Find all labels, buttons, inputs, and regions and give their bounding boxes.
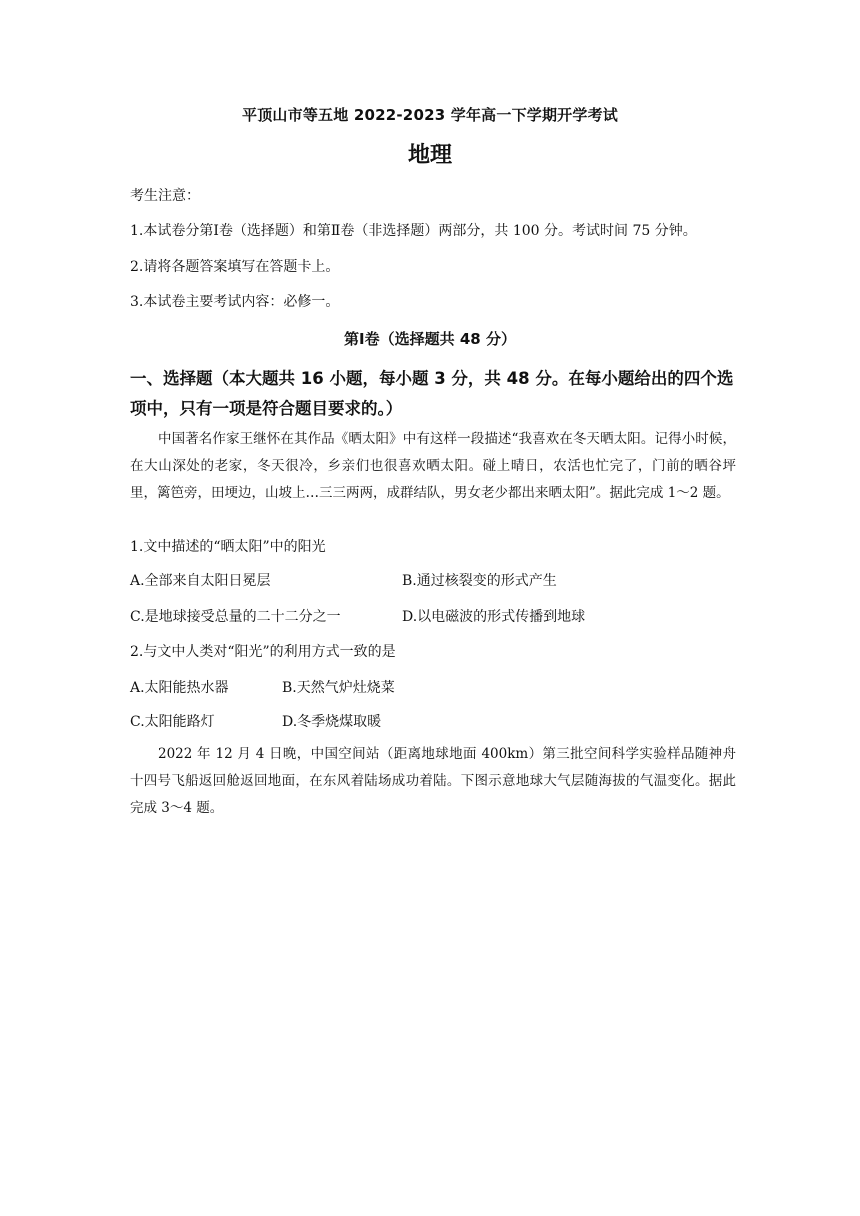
question-2-option-b: B.天然气炉灶烧菜 (282, 680, 395, 696)
subject-title: 地理 (407, 143, 452, 168)
notice-heading: 考生注意： (130, 188, 200, 204)
part-instructions: 一、选择题（本大题共 16 小题，每小题 3 分，共 48 分。在每小题给出的四个选项中，只有一项是符合题目要求的。） (130, 369, 734, 418)
question-1-option-b: B.通过核裂变的形式产生 (402, 573, 557, 589)
section-heading: 第Ⅰ卷（选择题共 48 分） (344, 330, 516, 348)
question-2-stem: 2.与文中人类对“阳光”的利用方式一致的是 (130, 644, 396, 660)
passage-1: 中国著名作家王继怀在其作品《晒太阳》中有这样一段描述“我喜欢在冬天晒太阳。记得小时候，在大山深处的老家，冬天很冷，乡亲们也很喜欢晒太阳。碰上晴日，农活也忙完了，门前的晒谷坪里，篱笆旁，田埂边，山坡上…三三两两，成群结队，男女老少都出来晒太阳”。据此完成 1～2 题。 (130, 431, 736, 501)
notice-item-2: 2.请将各题答案填写在答题卡上。 (130, 259, 340, 275)
question-1-option-c: C.是地球接受总量的二十二分之一 (130, 609, 341, 625)
notice-item-1: 1.本试卷分第Ⅰ卷（选择题）和第Ⅱ卷（非选择题）两部分，共 100 分。考试时间 75 分钟。 (130, 223, 697, 239)
question-1-option-d: D.以电磁波的形式传播到地球 (402, 609, 586, 625)
question-2-option-a: A.太阳能热水器 (130, 680, 229, 696)
passage-2: 2022 年 12 月 4 日晚，中国空间站（距离地球地面 400km）第三批空间科学实验样品随神舟十四号飞船返回舱返回地面，在东风着陆场成功着陆。下图示意地球大气层随海拔的气温变化。据此完成 3～4 题。 (130, 746, 736, 816)
question-2-option-c: C.太阳能路灯 (130, 714, 215, 730)
question-1-option-a: A.全部来自太阳日冕层 (130, 573, 271, 589)
exam-title: 平顶山市等五地 2022-2023 学年高一下学期开学考试 (242, 106, 618, 124)
question-1-stem: 1.文中描述的“晒太阳”中的阳光 (130, 539, 326, 555)
question-2-option-d: D.冬季烧煤取暖 (282, 714, 382, 730)
notice-item-3: 3.本试卷主要考试内容：必修一。 (130, 294, 340, 310)
